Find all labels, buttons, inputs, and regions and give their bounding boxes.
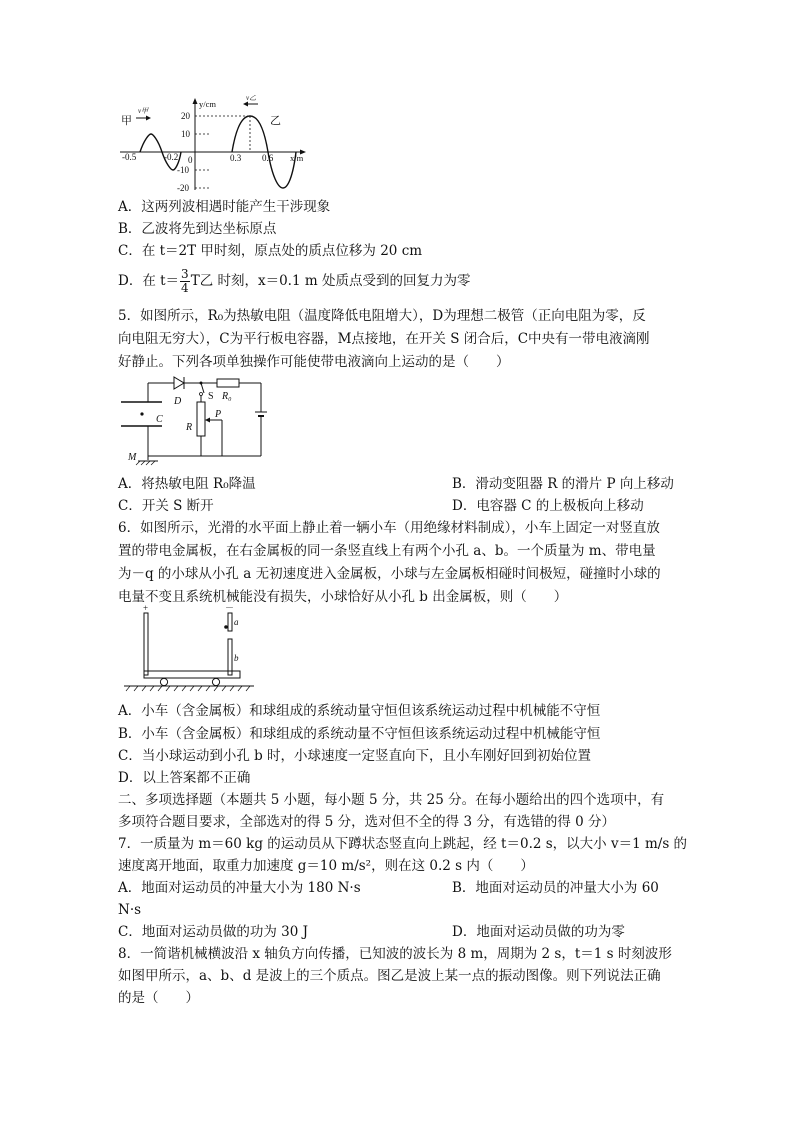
wave-figure <box>118 95 318 195</box>
q7-option-d: D．地面对运动员做的功为零 <box>452 924 625 940</box>
label-r0: R₀ <box>222 391 232 402</box>
q4-option-a: A．这两列波相遇时能产生干涉现象 <box>118 199 331 215</box>
label-a: a <box>234 617 239 627</box>
y-tick: -10 <box>177 165 189 175</box>
q7-option-a: A．地面对运动员的冲量大小为 180 N·s <box>118 880 361 896</box>
y-tick: 20 <box>181 111 190 121</box>
label-m: M <box>128 452 137 463</box>
fraction-numerator: 3 <box>181 267 189 281</box>
x-tick: 0.6 <box>262 153 274 163</box>
label-r: R <box>186 422 193 433</box>
vb-label: v乙 <box>246 95 257 102</box>
section2-heading-line1: 二、多项选择题（本题共 5 小题，每小题 5 分，共 25 分。在每小题给出的四个选项中，有 <box>118 792 665 808</box>
q6-stem-line2: 置的带电金属板，在右金属板的同一条竖直线上有两个小孔 a、b。一个质量为 m、带电量 <box>118 543 656 559</box>
q5-option-d: D．电容器 C 的上极板向上移动 <box>452 498 644 514</box>
q4-option-c: C．在 t＝2T 甲时刻，原点处的质点位移为 20 cm <box>118 243 423 259</box>
q5-stem-line2: 向电阻无穷大），C为平行板电容器，M点接地，在开关 S 闭合后，C中央有一带电液滴刚 <box>118 331 650 347</box>
y-tick: 10 <box>181 129 190 139</box>
q7-option-c: C．地面对运动员做的功为 30 J <box>118 924 309 940</box>
label-d: D <box>174 396 182 407</box>
fraction <box>180 268 190 295</box>
section2-heading-line2: 多项符合题目要求，全部选对的得 5 分，选对但不全的得 3 分，有选错的得 0 分） <box>118 814 616 830</box>
q5-stem-line1: 5．如图所示，R₀为热敏电阻（温度降低电阻增大），D为理想二极管（正向电阻为零，反 <box>118 308 646 324</box>
q8-stem-line3: 的是（ ） <box>118 990 199 1006</box>
q7-stem-line1: 7．一质量为 m＝60 kg 的运动员从下蹲状态竖直向上跳起，经 t＝0.2 s，以大小 v＝1 m/s 的 <box>118 836 688 852</box>
q7-option-b: B．地面对运动员的冲量大小为 60 <box>452 880 659 896</box>
label-s: S <box>208 391 214 402</box>
cart-figure <box>122 605 262 695</box>
q4-option-d <box>118 268 470 295</box>
va-label: v甲 <box>138 107 149 115</box>
q6-option-a: A．小车（含金属板）和球组成的系统动量守恒但该系统运动过程中机械能不守恒 <box>118 703 601 719</box>
wave-a-label: 甲 <box>121 115 132 127</box>
q7-option-b-continued: N·s <box>118 902 142 918</box>
label-p: P <box>215 409 222 420</box>
circuit-figure <box>118 372 278 472</box>
x-tick: -0.5 <box>122 152 137 162</box>
q6-option-d: D．以上答案都不正确 <box>118 770 251 786</box>
label-plus: + <box>143 605 149 613</box>
q4-option-d-suffix: T乙 时刻，x＝0.1 m 处质点受到的回复力为零 <box>190 273 471 289</box>
x-tick: 0 <box>188 155 193 165</box>
x-axis-label: x/m <box>290 153 304 163</box>
q6-option-b: B．小车（含金属板）和球组成的系统动量不守恒但该系统运动过程中机械能守恒 <box>118 726 601 742</box>
x-tick: -0.2 <box>164 152 179 162</box>
q5-option-b: B．滑动变阻器 R 的滑片 P 向上移动 <box>452 476 674 492</box>
q5-stem-line3: 好静止。下列各项单独操作可能使带电液滴向上运动的是（ ） <box>118 354 510 370</box>
q8-stem-line1: 8．一简谐机械横波沿 x 轴负方向传播，已知波的波长为 8 m，周期为 2 s，t＝1 s 时刻波形 <box>118 946 672 962</box>
y-axis-label: y/cm <box>199 99 216 109</box>
q5-option-a: A．将热敏电阻 R₀降温 <box>118 476 256 492</box>
x-tick: 0.3 <box>230 153 242 163</box>
label-c: C <box>156 414 163 425</box>
wave-b-label: 乙 <box>270 115 281 127</box>
q6-option-c: C．当小球运动到小孔 b 时，小球速度一定竖直向下，且小车刚好回到初始位置 <box>118 748 592 764</box>
q8-stem-line2: 如图甲所示，a、b、d 是波上的三个质点。图乙是波上某一点的振动图像。则下列说法正确 <box>118 968 661 984</box>
q7-stem-line2: 速度离开地面，取重力加速度 g＝10 m/s²，则在这 0.2 s 内（ ） <box>118 858 534 874</box>
q6-stem-line1: 6．如图所示，光滑的水平面上静止着一辆小车（用绝缘材料制成），小车上固定一对竖直放 <box>118 520 660 536</box>
q5-option-c: C．开关 S 断开 <box>118 498 214 514</box>
q4-option-b: B．乙波将先到达坐标原点 <box>118 221 277 237</box>
q4-option-d-prefix: D．在 t＝ <box>118 273 180 289</box>
label-b: b <box>234 653 239 663</box>
label-minus: － <box>225 605 235 613</box>
q6-stem-line3: 为－q 的小球从小孔 a 无初速度进入金属板，小球与左金属板相碰时间极短，碰撞时小球的 <box>118 566 661 582</box>
y-tick: -20 <box>177 183 189 193</box>
q6-stem-line4: 电量不变且系统机械能没有损失，小球恰好从小孔 b 出金属板，则（ ） <box>118 589 568 605</box>
fraction-denominator: 4 <box>181 281 189 295</box>
